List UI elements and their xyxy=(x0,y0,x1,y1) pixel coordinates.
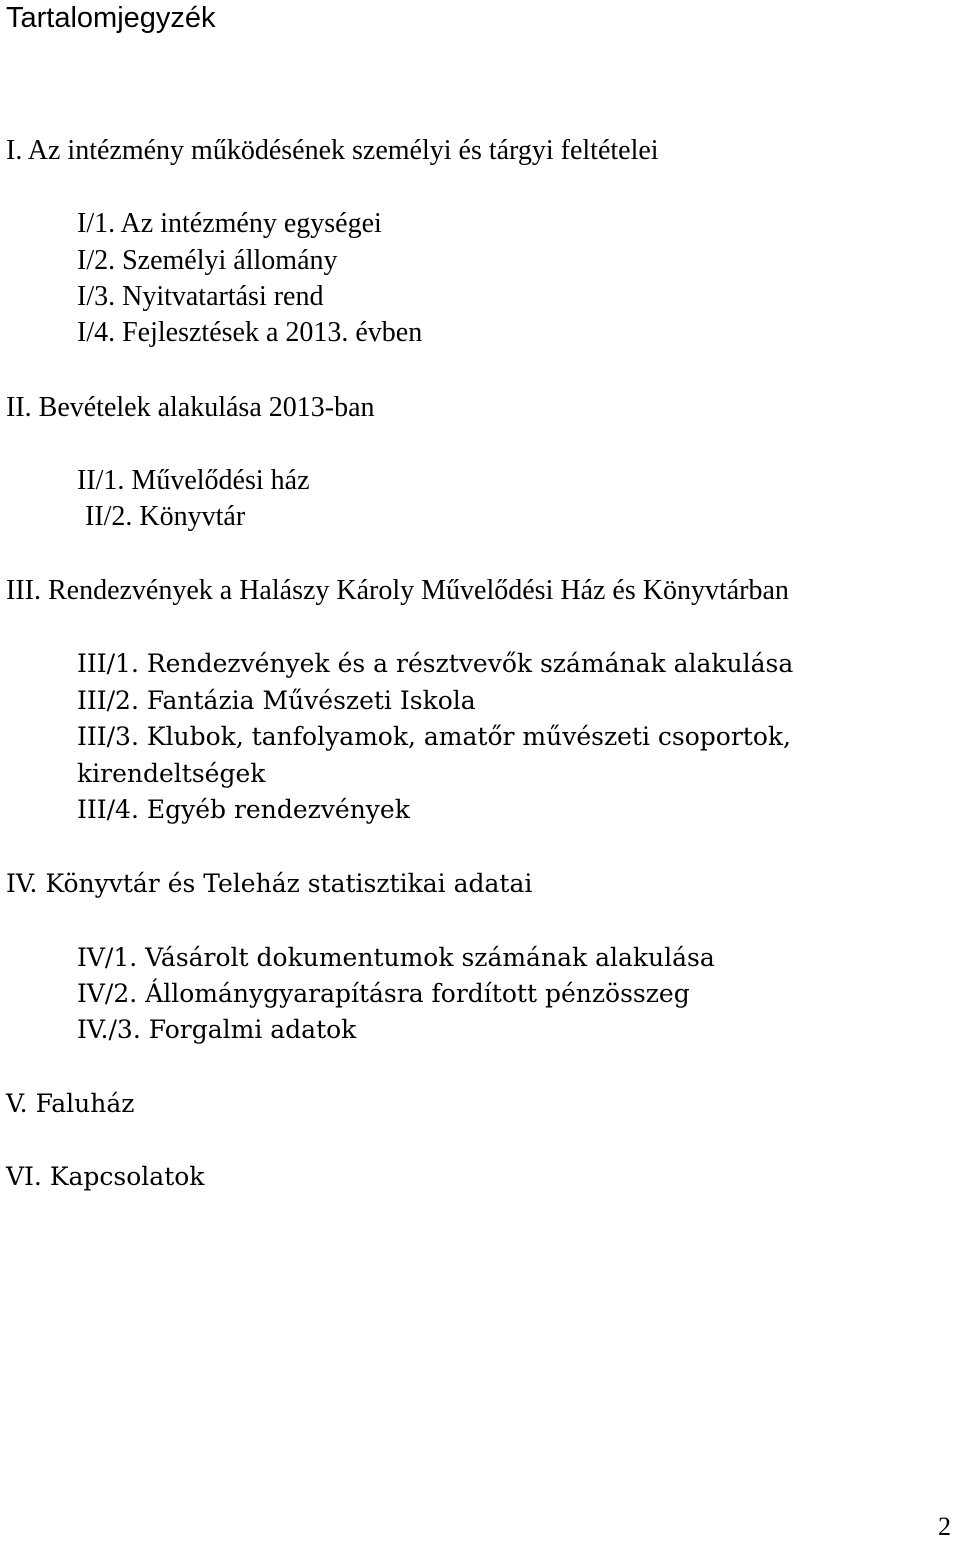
toc-section-4: IV. Könyvtár és Teleház statisztikai adatai xyxy=(6,869,533,898)
toc-subsection-3-3: III/3. Klubok, tanfolyamok, amatőr művészeti csoportok, xyxy=(77,722,792,751)
toc-subsection-2-1: II/1. Művelődési ház xyxy=(77,465,310,496)
toc-subsection-2-2: II/2. Könyvtár xyxy=(85,501,246,532)
toc-subsection-3-3-continued: kirendeltségek xyxy=(77,759,266,788)
toc-subsection-4-2: IV/2. Állománygyarapításra fordított pénzösszeg xyxy=(77,979,690,1008)
toc-subsection-1-3: I/3. Nyitvatartási rend xyxy=(77,281,324,312)
toc-section-5: V. Faluház xyxy=(6,1089,135,1118)
toc-section-2: II. Bevételek alakulása 2013-ban xyxy=(6,392,375,423)
toc-subsection-3-2: III/2. Fantázia Művészeti Iskola xyxy=(77,686,476,715)
toc-section-1: I. Az intézmény működésének személyi és tárgyi feltételei xyxy=(6,135,659,166)
toc-subsection-3-1: III/1. Rendezvények és a résztvevők számának alakulása xyxy=(77,649,794,678)
toc-subsection-1-4: I/4. Fejlesztések a 2013. évben xyxy=(77,317,423,348)
toc-subsection-4-3: IV./3. Forgalmi adatok xyxy=(77,1015,357,1044)
toc-subsection-1-2: I/2. Személyi állomány xyxy=(77,245,338,276)
toc-section-6: VI. Kapcsolatok xyxy=(6,1162,205,1191)
toc-subsection-4-1: IV/1. Vásárolt dokumentumok számának alakulása xyxy=(77,943,715,972)
page-number: 2 xyxy=(938,1512,951,1541)
toc-subsection-1-1: I/1. Az intézmény egységei xyxy=(77,208,382,239)
toc-subsection-3-4: III/4. Egyéb rendezvények xyxy=(77,795,410,824)
page-title: Tartalomjegyzék xyxy=(6,2,216,34)
toc-section-3: III. Rendezvények a Halászy Károly Művelődési Ház és Könyvtárban xyxy=(6,575,789,606)
